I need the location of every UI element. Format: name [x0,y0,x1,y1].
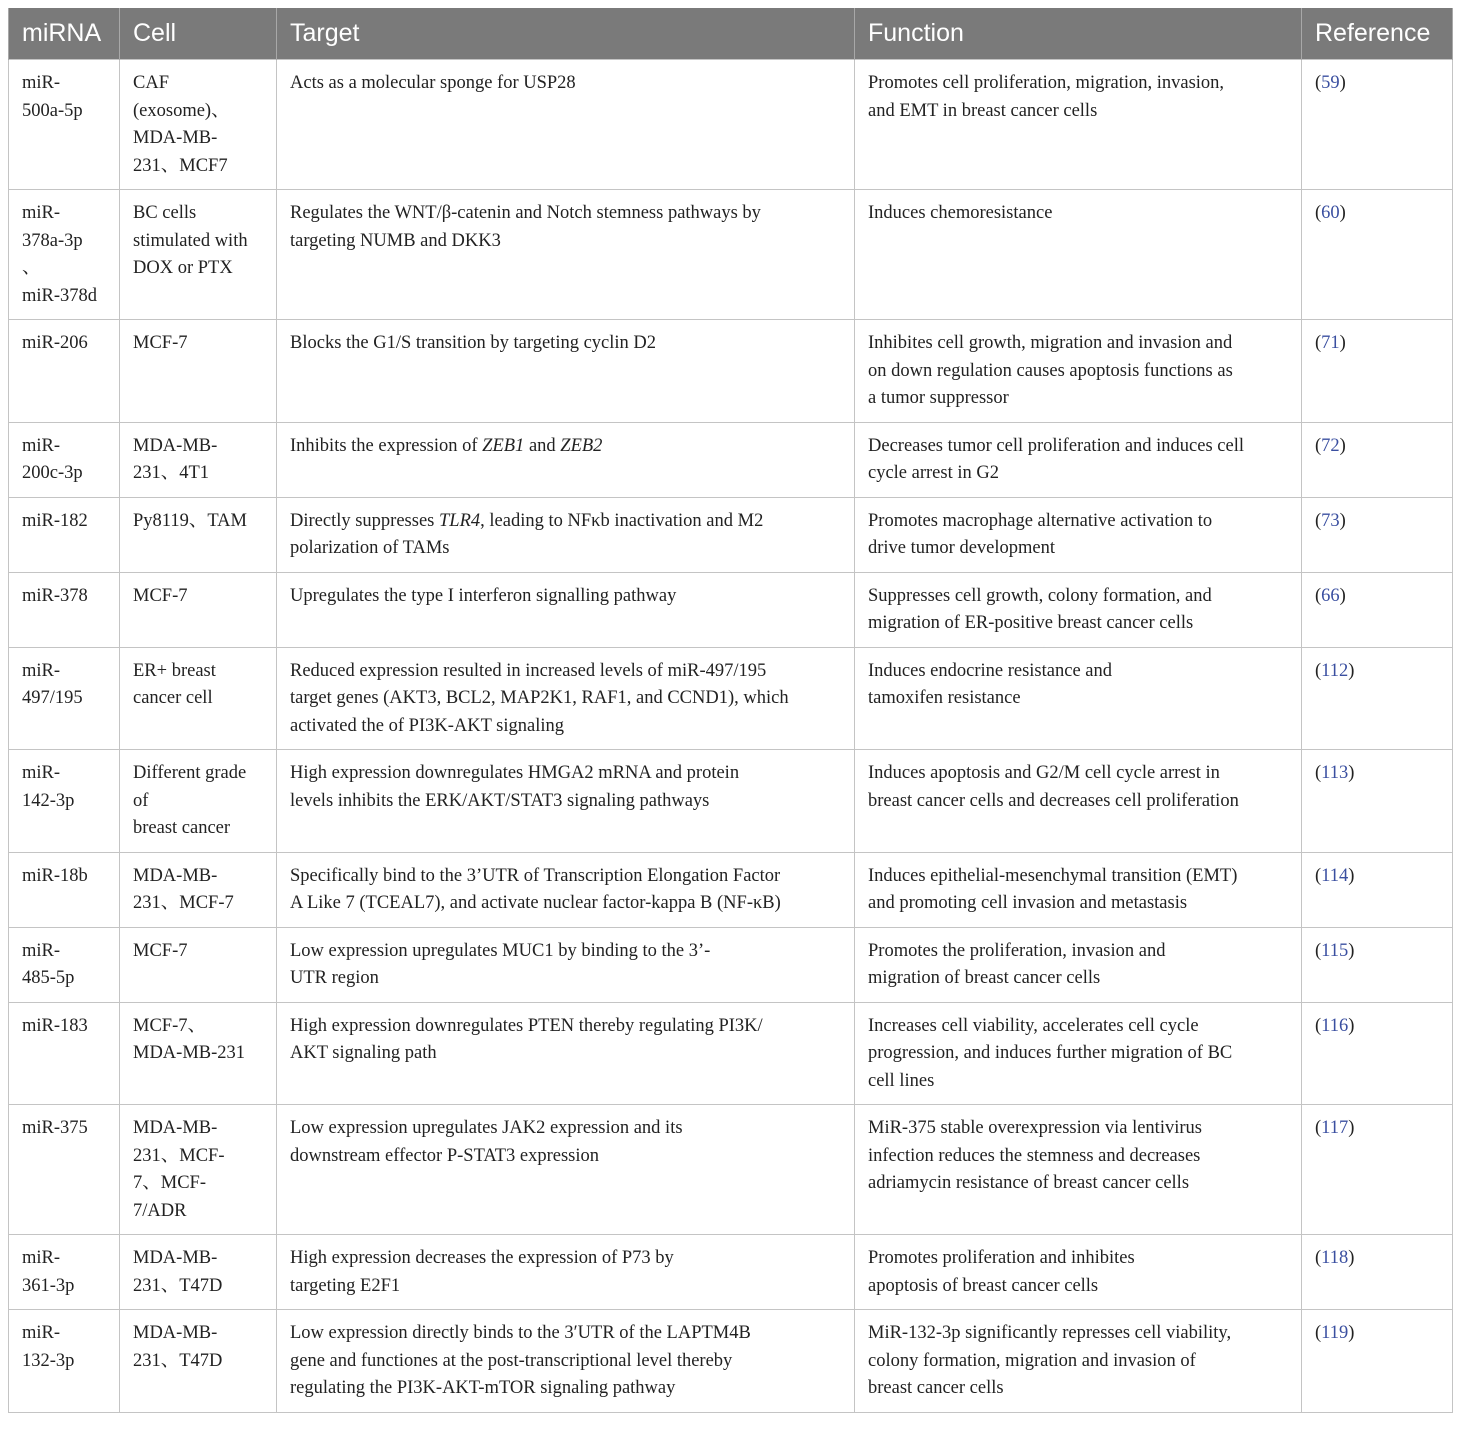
cell-function: Induces epithelial-mesenchymal transition (EMT) and promoting cell invasion and metastasis [855,852,1302,927]
header-cell: Cell [120,8,277,60]
table-row [9,1235,1453,1310]
cell-target: Inhibits the expression of ZEB1 and ZEB2 [277,422,855,497]
cell-mirna: miR- 200c-3p [9,422,120,497]
reference-citation: (66) [1315,585,1346,606]
reference-link[interactable]: 117 [1321,1118,1349,1138]
cell-cell-line: ER+ breast cancer cell [120,647,277,750]
cell-reference [1302,1235,1453,1310]
header-reference: Reference [1302,8,1453,60]
reference-link[interactable]: 119 [1321,1323,1349,1343]
cell-reference [1302,190,1453,320]
reference-citation: (118) [1315,1248,1355,1268]
cell-target: High expression decreases the expression of P73 by targeting E2F1 [277,1235,855,1310]
table-row [9,1310,1453,1413]
table-row [9,852,1453,927]
table-row [9,60,1453,190]
reference-citation: (117) [1315,1118,1355,1138]
cell-cell-line: CAF (exosome)、 MDA-MB- 231、MCF7 [120,60,277,190]
cell-target: Low expression upregulates MUC1 by binding to the 3’- UTR region [277,927,855,1002]
reference-citation: (73) [1315,510,1346,531]
reference-link[interactable]: 66 [1321,585,1340,606]
cell-function: Increases cell viability, accelerates cell cycle progression, and induces further migration of BC cell lines [855,1002,1302,1105]
cell-cell-line: MCF-7 [120,927,277,1002]
cell-function: Suppresses cell growth, colony formation, and migration of ER-positive breast cancer cells [855,572,1302,647]
reference-link[interactable]: 113 [1321,763,1349,783]
cell-mirna: miR- 485-5p [9,927,120,1002]
cell-function: Inhibites cell growth, migration and invasion and on down regulation causes apoptosis functions as a tumor suppressor [855,320,1302,423]
header-function: Function [855,8,1302,60]
cell-reference [1302,1105,1453,1235]
cell-target: Specifically bind to the 3’UTR of Transcription Elongation Factor A Like 7 (TCEAL7), and activate nuclear factor-kappa B (NF-κB) [277,852,855,927]
cell-reference [1302,750,1453,853]
header-row [9,8,1453,60]
cell-mirna: miR- 142-3p [9,750,120,853]
cell-function: Promotes cell proliferation, migration, invasion, and EMT in breast cancer cells [855,60,1302,190]
cell-cell-line: Different grade of breast cancer [120,750,277,853]
cell-target: Directly suppresses TLR4, leading to NFκb inactivation and M2 polarization of TAMs [277,497,855,572]
cell-function: Induces endocrine resistance and tamoxifen resistance [855,647,1302,750]
cell-mirna: miR-375 [9,1105,120,1235]
reference-citation: (112) [1315,660,1355,681]
cell-cell-line: MCF-7 [120,572,277,647]
table-row [9,647,1453,750]
cell-cell-line: MDA-MB- 231、T47D [120,1235,277,1310]
table-row [9,190,1453,320]
cell-reference [1302,647,1453,750]
cell-cell-line: MCF-7 [120,320,277,423]
cell-target: Low expression directly binds to the 3′UTR of the LAPTM4B gene and functiones at the post-transcriptional level thereby regulating the PI3K-AKT-mTOR signaling pathway [277,1310,855,1413]
cell-reference [1302,422,1453,497]
cell-reference [1302,927,1453,1002]
header-target: Target [277,8,855,60]
cell-function: Promotes the proliferation, invasion and migration of breast cancer cells [855,927,1302,1002]
cell-mirna: miR- 378a-3p 、 miR-378d [9,190,120,320]
cell-mirna: miR- 132-3p [9,1310,120,1413]
header-mirna: miRNA [9,8,120,60]
cell-function: Decreases tumor cell proliferation and induces cell cycle arrest in G2 [855,422,1302,497]
table-row [9,422,1453,497]
cell-function: Induces chemoresistance [855,190,1302,320]
cell-target: Reduced expression resulted in increased levels of miR-497/195 target genes (AKT3, BCL2, MAP2K1, RAF1, and CCND1), which activated the of PI3K-AKT signaling [277,647,855,750]
table-row [9,1105,1453,1235]
cell-reference [1302,60,1453,190]
reference-citation: (71) [1315,333,1346,353]
cell-reference [1302,497,1453,572]
table-row [9,927,1453,1002]
reference-citation: (113) [1315,763,1355,783]
cell-target: High expression downregulates HMGA2 mRNA and protein levels inhibits the ERK/AKT/STAT3 signaling pathways [277,750,855,853]
reference-citation: (72) [1315,435,1346,456]
cell-target: High expression downregulates PTEN thereby regulating PI3K/ AKT signaling path [277,1002,855,1105]
reference-citation: (115) [1315,940,1355,961]
reference-link[interactable]: 60 [1321,203,1340,223]
cell-function: Induces apoptosis and G2/M cell cycle arrest in breast cancer cells and decreases cell proliferation [855,750,1302,853]
reference-link[interactable]: 71 [1321,333,1340,353]
cell-mirna: miR-378 [9,572,120,647]
reference-citation: (60) [1315,203,1346,223]
cell-cell-line: MDA-MB- 231、T47D [120,1310,277,1413]
reference-link[interactable]: 72 [1321,435,1340,456]
reference-citation: (116) [1315,1015,1355,1036]
cell-reference [1302,572,1453,647]
cell-cell-line: MDA-MB- 231、4T1 [120,422,277,497]
cell-reference [1302,852,1453,927]
cell-mirna: miR- 497/195 [9,647,120,750]
cell-cell-line: Py8119、TAM [120,497,277,572]
reference-citation: (59) [1315,73,1346,93]
cell-cell-line: MCF-7、 MDA-MB-231 [120,1002,277,1105]
cell-target: Low expression upregulates JAK2 expression and its downstream effector P-STAT3 expression [277,1105,855,1235]
reference-citation: (114) [1315,865,1355,886]
cell-target: Regulates the WNT/β-catenin and Notch stemness pathways by targeting NUMB and DKK3 [277,190,855,320]
table-header [9,8,1453,60]
reference-link[interactable]: 114 [1321,865,1349,886]
reference-citation: (119) [1315,1323,1355,1343]
cell-mirna: miR-182 [9,497,120,572]
cell-mirna: miR- 361-3p [9,1235,120,1310]
table-row [9,320,1453,423]
cell-mirna: miR- 500a-5p [9,60,120,190]
cell-function: MiR-132-3p significantly represses cell viability, colony formation, migration and invasion of breast cancer cells [855,1310,1302,1413]
mirna-table [8,8,1453,1413]
cell-cell-line: BC cells stimulated with DOX or PTX [120,190,277,320]
cell-cell-line: MDA-MB- 231、MCF-7 [120,852,277,927]
cell-cell-line: MDA-MB- 231、MCF- 7、MCF- 7/ADR [120,1105,277,1235]
reference-link[interactable]: 112 [1321,660,1349,681]
reference-link[interactable]: 73 [1321,510,1340,531]
table-row [9,572,1453,647]
cell-target: Acts as a molecular sponge for USP28 [277,60,855,190]
table-row [9,497,1453,572]
cell-reference [1302,1310,1453,1413]
cell-target: Upregulates the type I interferon signalling pathway [277,572,855,647]
cell-mirna: miR-206 [9,320,120,423]
reference-link[interactable]: 118 [1321,1248,1349,1268]
table-body [9,60,1453,1413]
cell-reference [1302,320,1453,423]
cell-function: Promotes proliferation and inhibites apoptosis of breast cancer cells [855,1235,1302,1310]
cell-function: MiR-375 stable overexpression via lentivirus infection reduces the stemness and decreases adriamycin resistance of breast cancer cells [855,1105,1302,1235]
reference-link[interactable]: 59 [1321,73,1340,93]
reference-link[interactable]: 116 [1321,1015,1349,1036]
cell-mirna: miR-18b [9,852,120,927]
table-row [9,750,1453,853]
cell-mirna: miR-183 [9,1002,120,1105]
cell-reference [1302,1002,1453,1105]
cell-target: Blocks the G1/S transition by targeting cyclin D2 [277,320,855,423]
cell-function: Promotes macrophage alternative activation to drive tumor development [855,497,1302,572]
table-row [9,1002,1453,1105]
reference-link[interactable]: 115 [1321,940,1349,961]
